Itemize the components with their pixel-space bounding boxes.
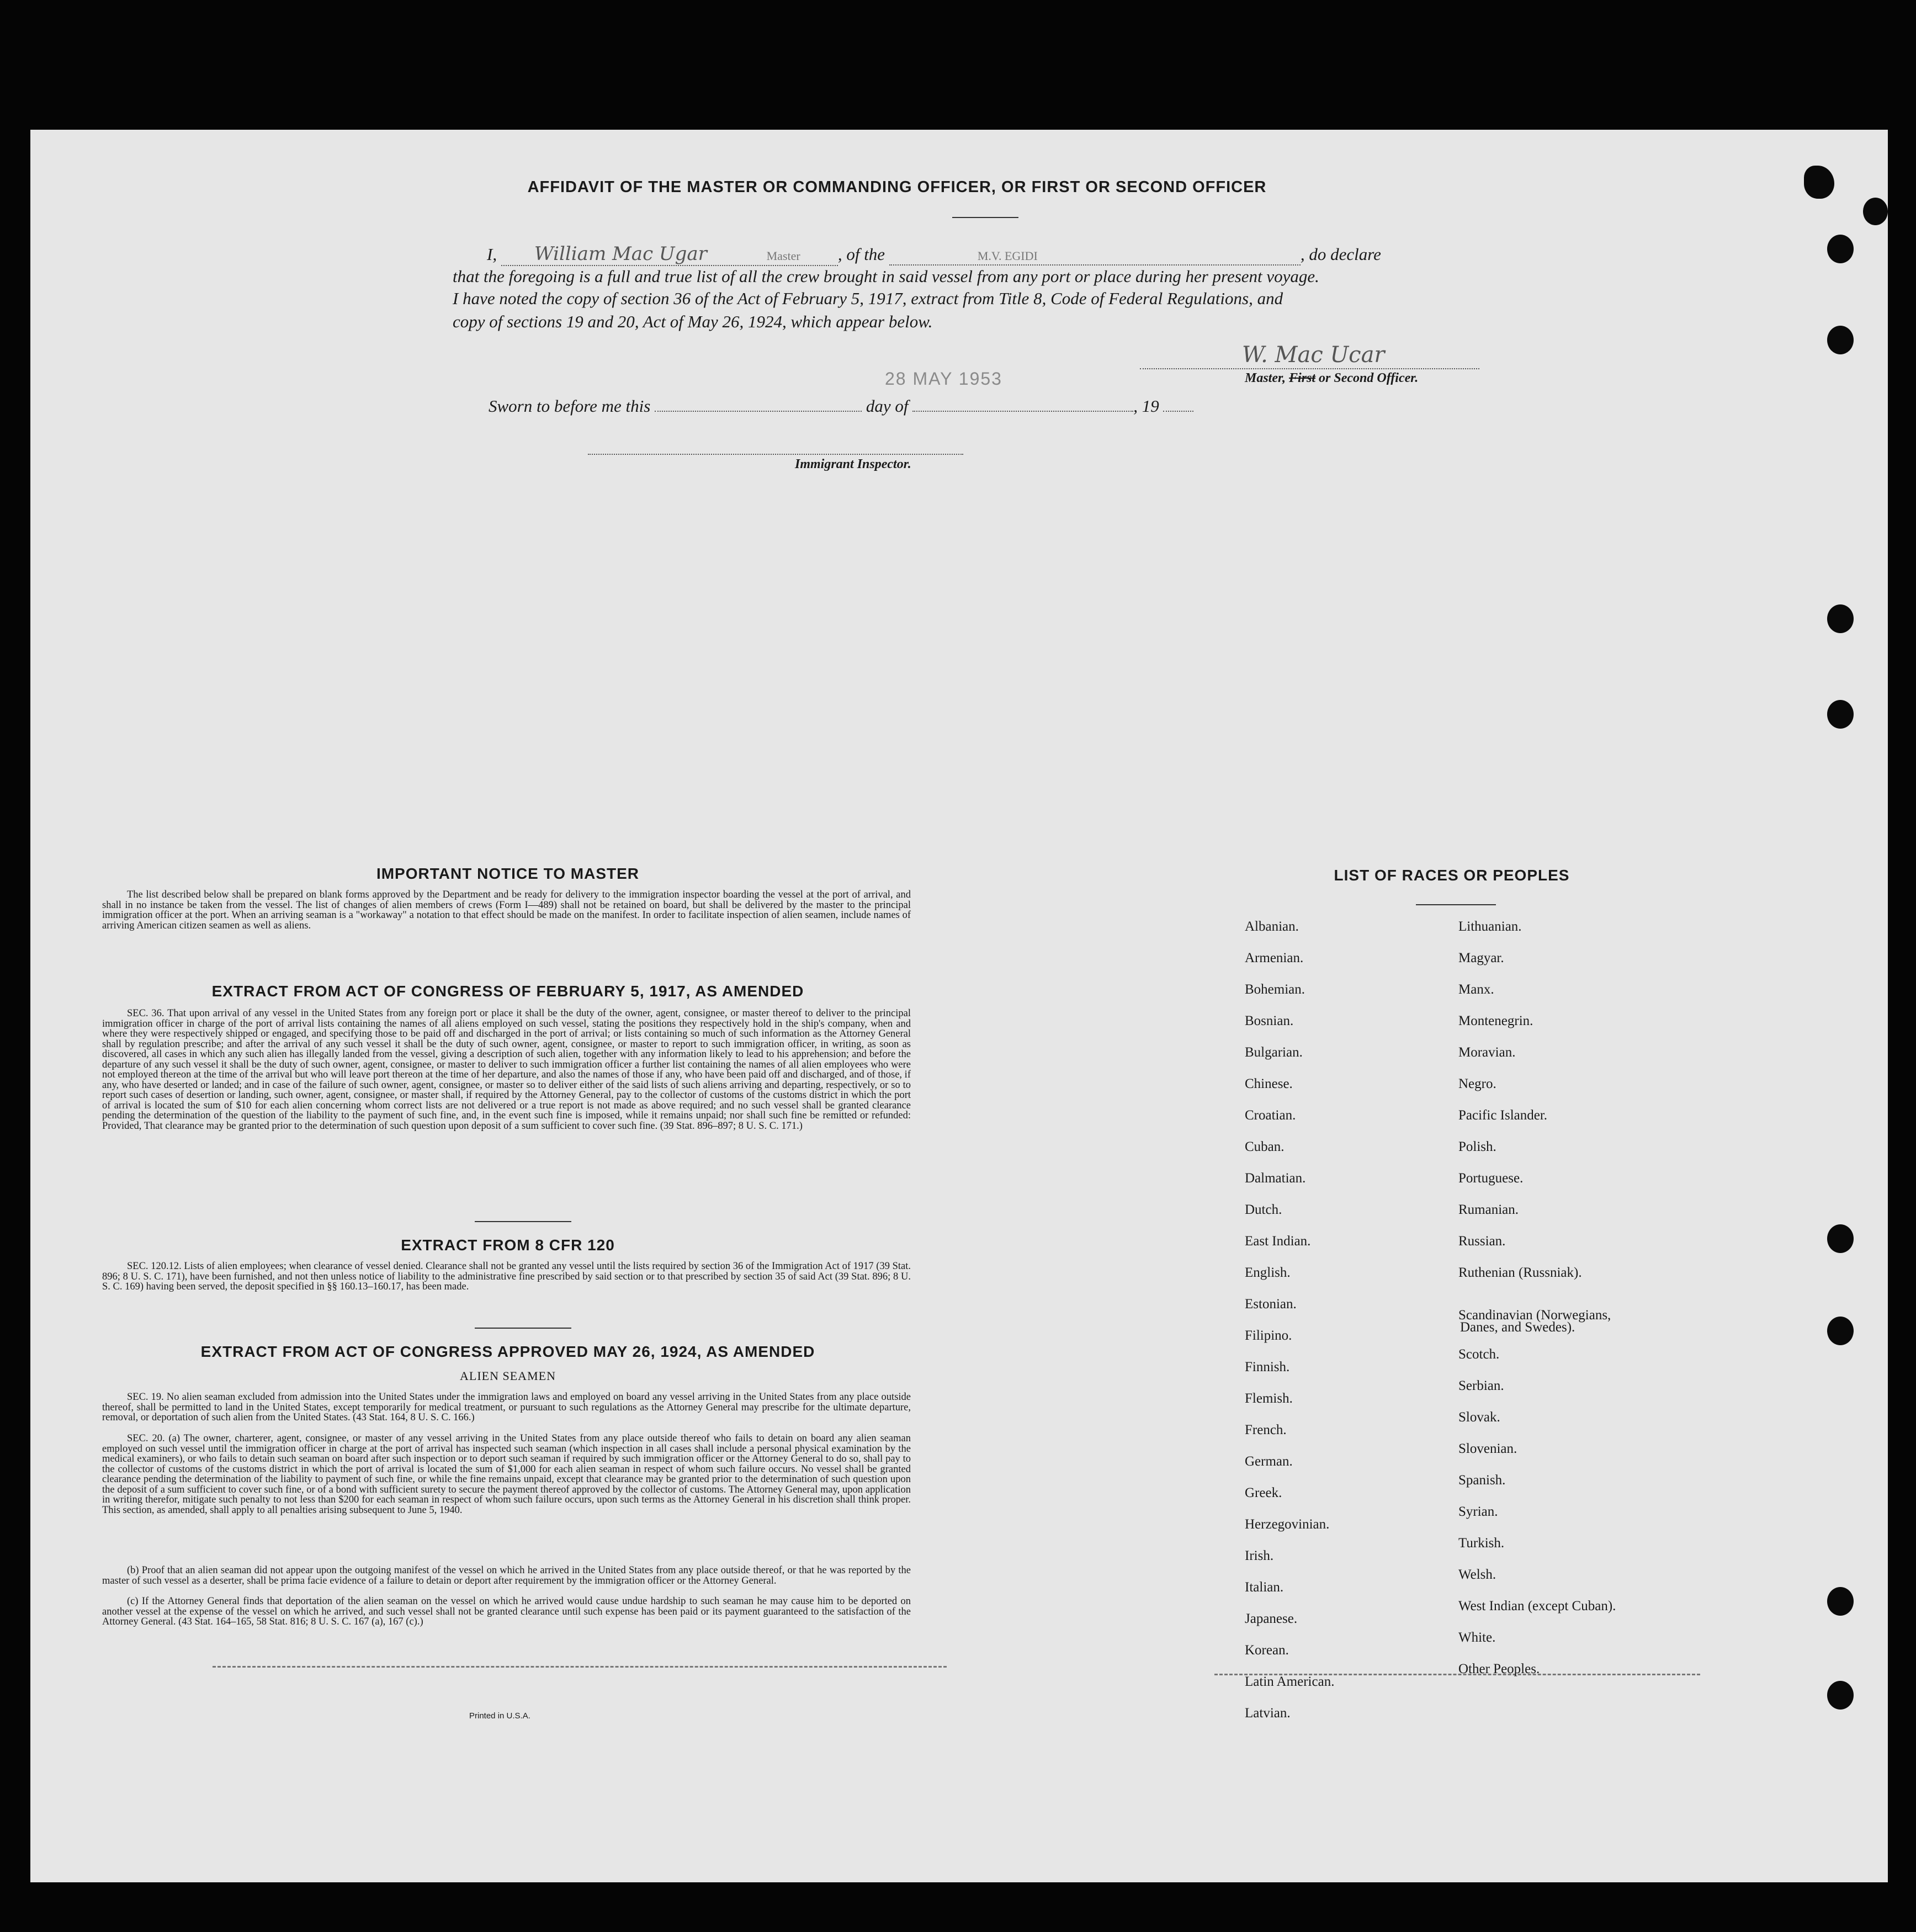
inspector-signature-line (588, 454, 963, 455)
affidavit-line-3: I have noted the copy of section 36 of the Act of February 5, 1917, extract from Title 8, Code of Federal Regulations, and (453, 289, 1283, 308)
extract-1924-title: EXTRACT FROM ACT OF CONGRESS APPROVED MAY 26, 1924, AS AMENDED (200, 1343, 815, 1360)
binder-hole (1827, 1224, 1854, 1253)
binder-hole (1827, 1587, 1854, 1616)
race-item: Herzegovinian. (1245, 1517, 1330, 1532)
race-item: Scandinavian (Norwegians, (1458, 1308, 1611, 1323)
sec20-c-body: (c) If the Attorney General finds that deportation of the alien seaman on the vessel on which he arrived would cause undue hardship to such seaman he may cause him to be deported on another vessel at the expense of the vessel on which he arrived, and such vessel shall not be granted clearance until such expense has been paid or its payment guaranteed to the satisfaction of the Attorney General. (43 Stat. 164–165, 58 Stat. 816; 8 U. S. C. 167 (a), 167 (c).) (102, 1596, 911, 1627)
race-item: Armenian. (1245, 951, 1304, 965)
section-rule (475, 1328, 571, 1329)
binder-hole (1827, 604, 1854, 633)
race-item: Greek. (1245, 1485, 1282, 1500)
race-item: Albanian. (1245, 919, 1299, 934)
of-the-label: , of the (837, 245, 885, 264)
inspector-label: Immigrant Inspector. (795, 457, 911, 471)
race-item: Danes, and Swedes). (1460, 1320, 1575, 1335)
extract-1917-title: EXTRACT FROM ACT OF CONGRESS OF FEBRUARY 5, 1917, AS AMENDED (211, 983, 804, 1000)
race-item: Croatian. (1245, 1108, 1296, 1123)
race-item: Montenegrin. (1458, 1013, 1533, 1028)
race-item: Bulgarian. (1245, 1045, 1303, 1060)
affidavit-title: AFFIDAVIT OF THE MASTER OR COMMANDING OFFICER, OR FIRST OR SECOND OFFICER (527, 178, 1267, 196)
race-item: Syrian. (1458, 1504, 1498, 1519)
race-item: Dalmatian. (1245, 1171, 1306, 1186)
race-item: Finnish. (1245, 1360, 1290, 1374)
notice-title: IMPORTANT NOTICE TO MASTER (376, 865, 640, 882)
race-item: Other Peoples. (1458, 1662, 1540, 1676)
sworn-month-field (912, 411, 1133, 412)
affidavit-line-2: that the foregoing is a full and true list of all the crew brought in said vessel from any port or place during her present voyage. (453, 267, 1319, 286)
sworn-year-field (1163, 411, 1193, 412)
race-item: Rumanian. (1458, 1202, 1519, 1217)
race-item: White. (1458, 1630, 1496, 1645)
affidavit-line-1 (487, 243, 1381, 266)
master-name-field (501, 243, 838, 266)
signature-label-rest: or Second Officer. (1319, 371, 1419, 385)
signature-line (1140, 368, 1479, 369)
sworn-day-field (655, 411, 862, 412)
binder-hole (1827, 700, 1854, 729)
sec20-b-body: (b) Proof that an alien seaman did not appear upon the outgoing manifest of the vessel on which he arrived in the United States from any place outside thereof, or that he was reported by the master of such vessel as a deserter, shall be prima facie evidence of a failure to detain or deport after requirement by the immigration officer or the Attorney General. (102, 1565, 911, 1586)
affidavit-i: I, (487, 245, 497, 264)
day-of-label: day of (866, 396, 909, 416)
dashed-rule-left (213, 1666, 947, 1668)
position-value: Master (766, 249, 800, 263)
race-item: Moravian. (1458, 1045, 1516, 1060)
race-item: East Indian. (1245, 1234, 1311, 1249)
vessel-field (889, 245, 1301, 266)
binder-hole (1827, 326, 1854, 354)
sworn-label: Sworn to before me this (489, 396, 651, 416)
race-item: Dutch. (1245, 1202, 1282, 1217)
race-item: Latin American. (1245, 1674, 1335, 1689)
race-item: Filipino. (1245, 1328, 1292, 1343)
race-item: Scotch. (1458, 1347, 1500, 1362)
race-item: Polish. (1458, 1139, 1496, 1154)
race-item: German. (1245, 1454, 1293, 1469)
race-item: Korean. (1245, 1643, 1289, 1658)
signature-label-master: Master, (1245, 371, 1286, 385)
race-item: French. (1245, 1423, 1287, 1437)
sworn-line (489, 396, 1193, 416)
do-declare-label: , do declare (1300, 245, 1381, 264)
printed-in-usa: Printed in U.S.A. (469, 1711, 530, 1721)
race-item: Flemish. (1245, 1391, 1293, 1406)
race-item: Slovenian. (1458, 1441, 1517, 1456)
extract-cfr-body: SEC. 120.12. Lists of alien employees; when clearance of vessel denied. Clearance shall not be granted any vessel until the lists required by section 36 of the Immigration Act of 1917 (39 Stat. 896; 8 U. S. C. 171), have been furnished, and not then unless notice of liability to the administrative fine prescribed by said section or to that prescribed by section 35 of said Act (39 Stat. 896; 8 U. S. C. 169) having been served, the deposit specified in §§ 160.13–160.17, has been made. (102, 1261, 911, 1292)
race-item: Serbian. (1458, 1378, 1504, 1393)
extract-1917-body: SEC. 36. That upon arrival of any vessel in the United States from any foreign port or place it shall be the duty of the owner, agent, consignee, or master thereof to deliver to the principal immigration officer in charge of the port of arrival lists containing the names of all aliens employed on such vessel, stating the positions they respectively hold in the ship's company, when and where they were respectively shipped or engaged, and specifying those to be paid off and discharged in the port of arrival; or lists containing so much of such information as the Attorney General shall by regulation prescribe; and after the arrival of any such vessel it shall be the duty of such owner, agent, consignee, or master to report to such immigration officer, in writing, as soon as discovered, all cases in which any such alien has illegally landed from the vessel, giving a description of such alien, together with any information likely to lead to his apprehension; and before the departure of any such vessel it shall be the duty of such owner, agent, consignee, or master to deliver to such immigration officer a further list containing the names of all alien employees who were not employed thereon at the time of the arrival but who will leave port thereon at the time of her departure, and also the names of those if any, who have been paid off and discharged, and of those, if any, who have deserted or landed; and in case of the failure of such owner, agent, consignee, or master so to deliver either of the said lists of such aliens arriving and departing, respectively, or so to report such cases of desertion or landing, such owner, agent, consignee, or master shall, if required by the Attorney General, pay to the collector of customs of the customs district in which the port of arrival is located the sum of $10 for each alien concerning whom correct lists are not delivered or a true report is not made as above required; and no such vessel shall be granted clearance pending the determination of the question of the liability to the payment of such fine, and, in the event such fine is imposed, while it remains unpaid; nor shall such fine be remitted or refunded: Provided, That clearance may be granted prior to the determination of such question upon deposit of a sum sufficient to cover such fine. (39 Stat. 896–897; 8 U. S. C. 171.) (102, 1008, 911, 1132)
race-item: West Indian (except Cuban). (1458, 1599, 1616, 1613)
race-item: Chinese. (1245, 1076, 1293, 1091)
sec20-a-body: SEC. 20. (a) The owner, charterer, agent, consignee, or master of any vessel arriving in the United States from any place outside thereof who fails to detain on board any alien seaman employed on such vessel until the immigration officer in charge at the port of arrival has inspected such seaman (which inspection in all cases shall include a personal physical examination by the medical examiners), or who fails to detain such seaman on board after such inspection or to deport such seaman if required by such immigration officer or the Attorney General to do so, shall pay to the collector of customs of the customs district in which the port of arrival is located the sum of $1,000 for each alien seaman in respect of whom such failure occurs. No vessel shall be granted clearance pending the determination of the liability to payment of such fine, or while the fine remains unpaid, except that clearance may be granted prior to the determination of such question upon the deposit of a sum sufficient to cover such fine, or of a bond with sufficient surety to secure the payment thereof approved by the collector of customs. The Attorney General may, upon application in writing therefor, mitigate such penalty to not less than $200 for each seaman in respect of whom such failure occurs, upon such terms as the Attorney General in his discretion shall think proper. This section, as amended, shall apply to all penalties arising subsequent to June 5, 1940. (102, 1433, 911, 1516)
vessel-name: M.V. EGIDI (977, 249, 1038, 263)
signature-label (1245, 371, 1418, 386)
race-item: Pacific Islander. (1458, 1108, 1548, 1123)
race-item: Russian. (1458, 1234, 1506, 1249)
officer-signature: W. Mac Ucar (1242, 342, 1385, 368)
race-item: Welsh. (1458, 1567, 1496, 1582)
race-item: Bosnian. (1245, 1013, 1294, 1028)
binder-hole (1827, 235, 1854, 263)
signature-label-struck: First (1289, 371, 1316, 385)
race-item: Spanish. (1458, 1473, 1506, 1488)
race-item: Irish. (1245, 1548, 1274, 1563)
race-item: Lithuanian. (1458, 919, 1522, 934)
section-rule (475, 1221, 571, 1222)
year-label: , 19 (1133, 396, 1159, 416)
race-item: Portuguese. (1458, 1171, 1524, 1186)
binder-hole (1827, 1681, 1854, 1710)
race-item: Latvian. (1245, 1706, 1291, 1721)
race-item: Slovak. (1458, 1410, 1500, 1425)
binder-hole (1827, 1317, 1854, 1345)
race-item: Japanese. (1245, 1611, 1298, 1626)
sec19-body: SEC. 19. No alien seaman excluded from admission into the United States under the immigration laws and employed on board any vessel arriving in the United States from any place outside thereof, shall be permitted to land in the United States, except temporarily for medical treatment, or pursuant to such regulations as the Attorney General may prescribe for the ultimate departure, removal, or deportation of such alien from the United States. (43 Stat. 164, 8 U. S. C. 166.) (102, 1392, 911, 1423)
races-title: LIST OF RACES OR PEOPLES (1334, 867, 1570, 884)
race-item: Ruthenian (Russniak). (1458, 1265, 1582, 1280)
race-item: English. (1245, 1265, 1291, 1280)
race-item: Manx. (1458, 982, 1494, 997)
ink-blot (1863, 198, 1888, 225)
race-item: Negro. (1458, 1076, 1496, 1091)
title-rule (952, 217, 1018, 218)
affidavit-line-4: copy of sections 19 and 20, Act of May 26, 1924, which appear below. (453, 312, 933, 331)
extract-cfr-title: EXTRACT FROM 8 CFR 120 (401, 1236, 615, 1254)
date-stamp: 28 MAY 1953 (885, 369, 1002, 389)
race-item: Italian. (1245, 1580, 1284, 1595)
notice-body: The list described below shall be prepared on blank forms approved by the Department and be ready for delivery to the immigration inspector boarding the vessel at the port of arrival, and shall in no instance be taken from the vessel. The list of changes of alien members of crews (Form I—489) shall not be retained on board, but shall be delivered by the master to the principal immigration officer at the port. When an arriving seaman is a "workaway" a notation to that effect should be made on the manifest. In order to facilitate inspection of alien seamen, include names of arriving American citizen seamen as well as aliens. (102, 889, 911, 931)
alien-seamen-subtitle: ALIEN SEAMEN (460, 1369, 556, 1383)
race-item: Bohemian. (1245, 982, 1305, 997)
race-item: Cuban. (1245, 1139, 1285, 1154)
race-item: Turkish. (1458, 1536, 1505, 1551)
races-title-rule (1416, 904, 1496, 905)
race-item: Estonian. (1245, 1297, 1297, 1312)
master-name: William Mac Ugar (534, 243, 707, 265)
race-item: Magyar. (1458, 951, 1504, 965)
